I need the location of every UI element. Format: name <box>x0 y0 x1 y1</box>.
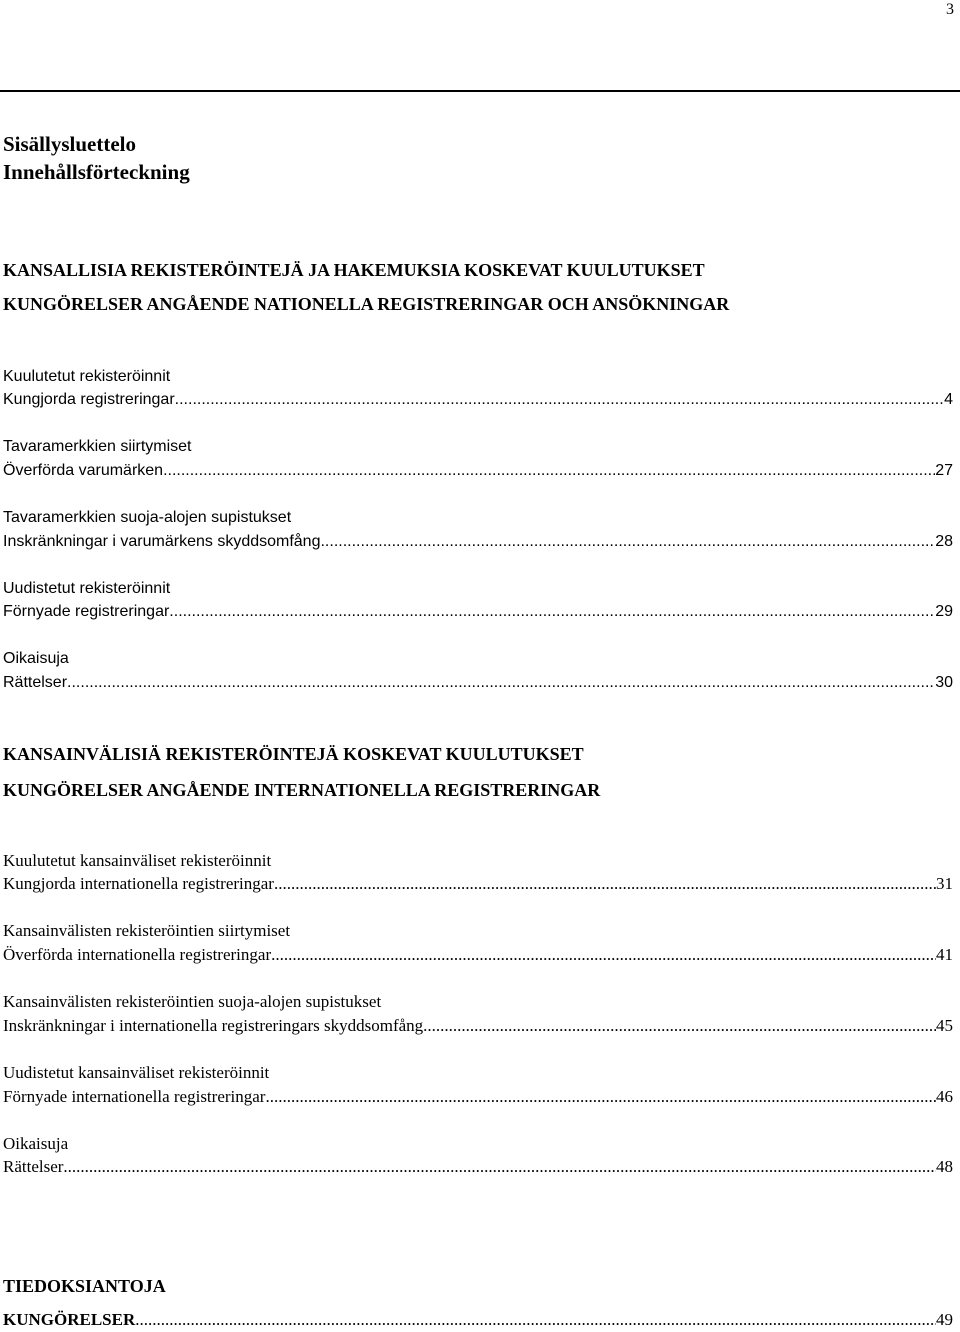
toc-page-number: 31 <box>936 874 953 893</box>
toc-leader-dots <box>271 944 936 966</box>
header-rule <box>0 90 960 92</box>
toc-entry-swedish[interactable] <box>3 1086 953 1108</box>
toc-entry-finnish: Tavaramerkkien suoja-alojen supistukset <box>3 509 292 526</box>
toc-entry-text: KUNGÖRELSER <box>3 1310 136 1329</box>
toc-entry-notices[interactable] <box>3 1309 953 1331</box>
toc-page-number: 41 <box>936 945 953 964</box>
toc-page-number: 48 <box>936 1157 953 1176</box>
toc-entry-text: Förnyade internationella registreringar <box>3 1087 266 1106</box>
toc-entry-swedish[interactable] <box>3 531 953 553</box>
toc-entry-finnish: Kuulutetut rekisteröinnit <box>3 368 171 385</box>
toc-entry-text: Kungjorda registreringar <box>3 391 175 408</box>
toc-leader-dots <box>63 1156 936 1178</box>
toc-entry-finnish: Oikaisuja <box>3 650 69 667</box>
toc-entry-swedish[interactable] <box>3 672 953 694</box>
toc-entry-finnish: Uudistetut kansainväliset rekisteröinnit <box>3 1063 270 1082</box>
title-swedish: Innehållsförteckning <box>3 160 190 184</box>
toc-page-number: 4 <box>944 391 953 408</box>
toc-page-number: 45 <box>936 1016 953 1035</box>
toc-leader-dots <box>423 1015 936 1037</box>
section-heading-notices-fi: TIEDOKSIANTOJA <box>3 1276 166 1296</box>
toc-leader-dots <box>320 531 935 553</box>
toc-page-number: 46 <box>936 1087 953 1106</box>
toc-page-number: 28 <box>935 533 953 550</box>
toc-entry-finnish: Oikaisuja <box>3 1134 69 1153</box>
toc-leader-dots <box>67 672 935 694</box>
toc-entry-finnish: Uudistetut rekisteröinnit <box>3 580 171 597</box>
toc-entry-swedish[interactable] <box>3 601 953 623</box>
toc-page-number: 27 <box>935 462 953 479</box>
toc-leader-dots <box>163 460 935 482</box>
toc-page-number: 30 <box>935 674 953 691</box>
toc-entry-finnish: Kuulutetut kansainväliset rekisteröinnit <box>3 851 272 870</box>
toc-entry-swedish[interactable] <box>3 460 953 482</box>
toc-entry-text: Överförda internationella registreringar <box>3 945 272 964</box>
toc-leader-dots <box>169 601 935 623</box>
toc-leader-dots <box>274 873 936 895</box>
section-heading-national-fi: KANSALLISIA REKISTERÖINTEJÄ JA HAKEMUKSIA KOSKEVAT KUULUTUKSET <box>3 260 705 280</box>
toc-entry-text: Inskränkningar i internationella registreringars skyddsomfång <box>3 1016 424 1035</box>
toc-entry-text: Kungjorda internationella registreringar <box>3 874 274 893</box>
toc-entry-text: Förnyade registreringar <box>3 603 170 620</box>
toc-entry-swedish[interactable] <box>3 1015 953 1037</box>
toc-page-number: 29 <box>935 603 953 620</box>
toc-page-number: 49 <box>936 1310 953 1329</box>
toc-leader-dots <box>175 389 944 411</box>
toc-entry-swedish[interactable] <box>3 1156 953 1178</box>
toc-leader-dots <box>135 1309 936 1331</box>
title-finnish: Sisällysluettelo <box>3 132 137 156</box>
toc-entry-swedish[interactable] <box>3 389 953 411</box>
section-heading-international-sv: KUNGÖRELSER ANGÅENDE INTERNATIONELLA REGISTRERINGAR <box>3 780 601 800</box>
toc-entry-finnish: Kansainvälisten rekisteröintien suoja-alojen supistukset <box>3 992 382 1011</box>
toc-entry-text: Rättelser <box>3 674 68 691</box>
toc-entry-finnish: Tavaramerkkien siirtymiset <box>3 438 192 455</box>
toc-entry-swedish[interactable] <box>3 873 953 895</box>
section-heading-national-sv: KUNGÖRELSER ANGÅENDE NATIONELLA REGISTRERINGAR OCH ANSÖKNINGAR <box>3 294 730 314</box>
section-heading-international-fi: KANSAINVÄLISIÄ REKISTERÖINTEJÄ KOSKEVAT KUULUTUKSET <box>3 744 584 764</box>
toc-entry-finnish: Kansainvälisten rekisteröintien siirtymiset <box>3 921 291 940</box>
toc-entry-text: Inskränkningar i varumärkens skyddsomfång <box>3 533 321 550</box>
toc-entry-text: Rättelser <box>3 1157 64 1176</box>
toc-entry-swedish[interactable] <box>3 944 953 966</box>
page-number: 3 <box>946 1 954 18</box>
toc-entry-text: Överförda varumärken <box>3 462 164 479</box>
toc-leader-dots <box>265 1086 936 1108</box>
